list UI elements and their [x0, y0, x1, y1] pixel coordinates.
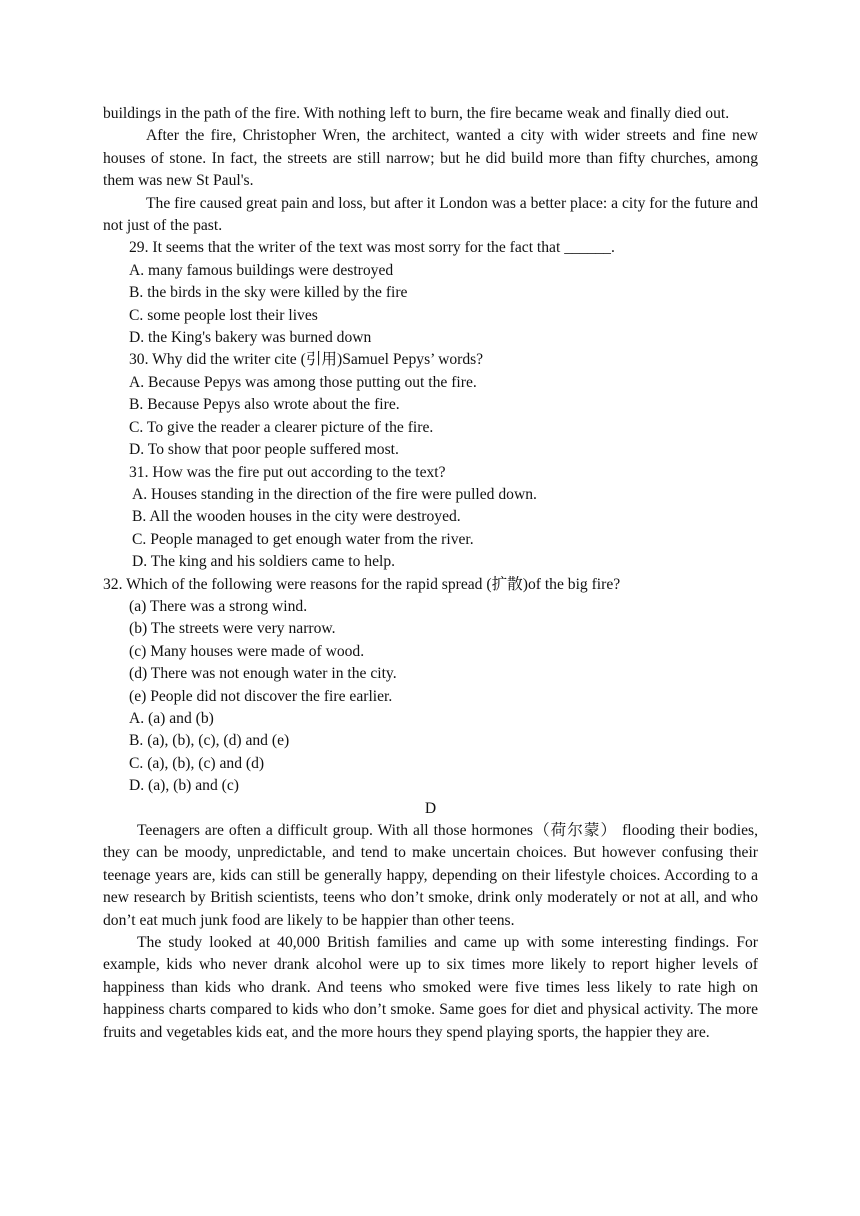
question-31-option-d: D. The king and his soldiers came to help. — [132, 553, 396, 571]
question-29-option-b: B. the birds in the sky were killed by the fire — [129, 284, 408, 302]
question-32-statement-c: (c) Many houses were made of wood. — [129, 642, 365, 660]
question-32-statement-b: (b) The streets were very narrow. — [129, 620, 336, 638]
question-29-option-d: D. the King's bakery was burned down — [129, 329, 372, 347]
question-29-stem: 29. It seems that the writer of the text was most sorry for the fact that ______. — [129, 239, 615, 257]
section-d-heading: D — [424, 799, 437, 817]
passage-c-paragraph-1: buildings in the path of the fire. With nothing left to burn, the fire became weak and finally died out. — [103, 105, 730, 122]
question-32-statement-e: (e) People did not discover the fire earlier. — [129, 687, 393, 705]
question-32-option-d: D. (a), (b) and (c) — [129, 777, 239, 795]
question-30-option-c: C. To give the reader a clearer picture of the fire. — [129, 418, 434, 436]
question-30-option-d: D. To show that poor people suffered most. — [129, 441, 399, 459]
question-29-option-a: A. many famous buildings were destroyed — [129, 261, 394, 279]
question-30-option-a: A. Because Pepys was among those putting out the fire. — [129, 373, 477, 391]
question-30-stem: 30. Why did the writer cite (引用)Samuel Pepys’ words? — [129, 351, 484, 369]
question-31-stem: 31. How was the fire put out according to the text? — [129, 463, 446, 481]
document-page — [103, 103, 758, 1044]
section-d-paragraph-2: The study looked at 40,000 British families and came up with some interesting findings. For example, kids who never drank alcohol were up to six times more likely to report higher levels of happiness than kids who drank. And teens who smoked were five times less likely to rate high on happiness charts compared to kids who don’t smoke. Same goes for diet and physical activity. The more fruits and vegetables kids eat, and the more hours they spend playing sports, the happier they are. — [103, 934, 758, 1041]
question-31-option-a: A. Houses standing in the direction of the fire were pulled down. — [132, 485, 537, 503]
section-d-paragraph-1: Teenagers are often a difficult group. With all those hormones（荷尔蒙） flooding their bodies, they can be moody, unpredictable, and tend to make uncertain choices. But however confusing their teenage years are, kids can still be generally happy, depending on their lifestyle choices. According to a new research by British scientists, teens who don’t smoke, drink only moderately or not at all, and who don’t eat much junk food are likely to be happier than other teens. — [103, 822, 758, 929]
question-32-statement-a: (a) There was a strong wind. — [129, 597, 308, 615]
passage-c-paragraph-2: After the fire, Christopher Wren, the architect, wanted a city with wider streets and fine new houses of stone. In fact, the streets are still narrow; but he did build more than fifty churches, among them was new St Paul's. — [103, 127, 758, 190]
question-32-option-c: C. (a), (b), (c) and (d) — [129, 754, 265, 772]
question-29-option-c: C. some people lost their lives — [129, 306, 318, 324]
question-32-option-a: A. (a) and (b) — [129, 709, 214, 727]
question-32-statement-d: (d) There was not enough water in the city. — [129, 665, 397, 683]
question-30-option-b: B. Because Pepys also wrote about the fire. — [129, 396, 400, 414]
question-32-stem: 32. Which of the following were reasons for the rapid spread (扩散)of the big fire? — [103, 575, 621, 593]
question-32-option-b: B. (a), (b), (c), (d) and (e) — [129, 732, 290, 750]
question-31-option-b: B. All the wooden houses in the city were destroyed. — [132, 508, 461, 526]
question-31-option-c: C. People managed to get enough water from the river. — [132, 530, 474, 548]
passage-c-paragraph-3: The fire caused great pain and loss, but after it London was a better place: a city for the future and not just of the past. — [103, 194, 758, 235]
